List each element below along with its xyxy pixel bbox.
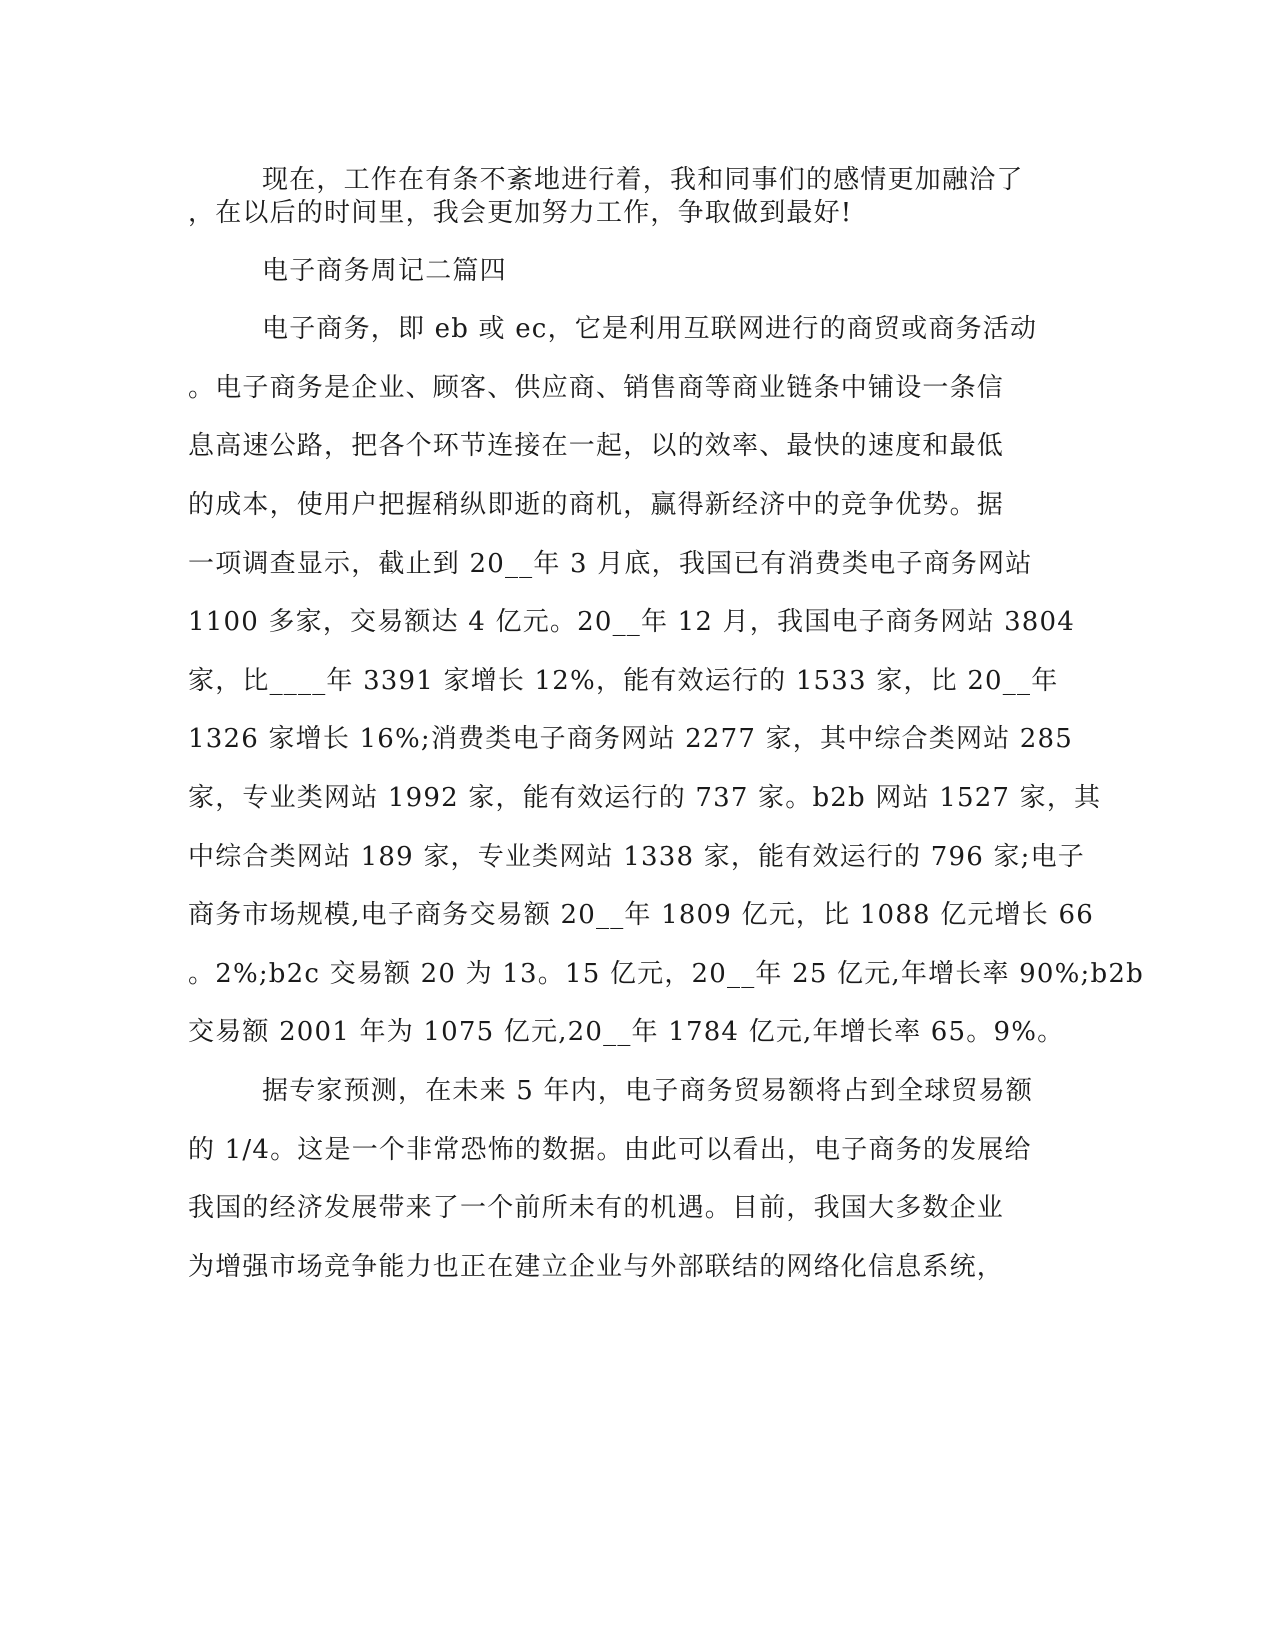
paragraph-2-line-11: 商务市场规模,电子商务交易额 20__年 1809 亿元，比 1088 亿元增长 66	[188, 900, 1094, 930]
paragraph-3-line-4: 为增强市场竞争能力也正在建立企业与外部联结的网络化信息系统，	[188, 1252, 1005, 1282]
paragraph-3-line-3: 我国的经济发展带来了一个前所未有的机遇。目前，我国大多数企业	[188, 1193, 1005, 1223]
paragraph-2-line-12: 。2%;b2c 交易额 20 为 13。15 亿元，20__年 25 亿元,年增长率 90%;b2b	[188, 959, 1144, 989]
section-heading: 电子商务周记二篇四	[262, 256, 507, 286]
paragraph-1-line-1: 现在，工作在有条不紊地进行着，我和同事们的感情更加融洽了	[262, 165, 1024, 195]
paragraph-2-line-9: 家，专业类网站 1992 家，能有效运行的 737 家。b2b 网站 1527 家，其	[188, 783, 1102, 813]
paragraph-2-line-4: 的成本，使用户把握稍纵即逝的商机，赢得新经济中的竞争优势。据	[188, 490, 1005, 520]
paragraph-2-line-5: 一项调查显示，截止到 20__年 3 月底，我国已有消费类电子商务网站	[188, 549, 1033, 579]
paragraph-2-line-7: 家，比____年 3391 家增长 12%，能有效运行的 1533 家，比 20__年	[188, 666, 1059, 696]
paragraph-2-line-13: 交易额 2001 年为 1075 亿元,20__年 1784 亿元,年增长率 65。9%。	[188, 1017, 1065, 1047]
paragraph-2-line-1: 电子商务，即 eb 或 ec，它是利用互联网进行的商贸或商务活动	[262, 314, 1038, 344]
paragraph-3-line-2: 的 1/4。这是一个非常恐怖的数据。由此可以看出，电子商务的发展给	[188, 1135, 1032, 1165]
paragraph-3-line-1: 据专家预测，在未来 5 年内，电子商务贸易额将占到全球贸易额	[262, 1076, 1034, 1106]
paragraph-2-line-10: 中综合类网站 189 家，专业类网站 1338 家，能有效运行的 796 家;电子	[188, 842, 1085, 872]
paragraph-1-line-2: ，在以后的时间里，我会更加努力工作，争取做到最好!	[188, 198, 853, 228]
paragraph-2-line-8: 1326 家增长 16%;消费类电子商务网站 2277 家，其中综合类网站 285	[188, 724, 1074, 754]
paragraph-2-line-2: 。电子商务是企业、顾客、供应商、销售商等商业链条中铺设一条信	[188, 373, 1005, 403]
paragraph-2-line-6: 1100 多家，交易额达 4 亿元。20__年 12 月，我国电子商务网站 3804	[188, 607, 1076, 637]
paragraph-2-line-3: 息高速公路，把各个环节连接在一起，以的效率、最快的速度和最低	[188, 431, 1005, 461]
